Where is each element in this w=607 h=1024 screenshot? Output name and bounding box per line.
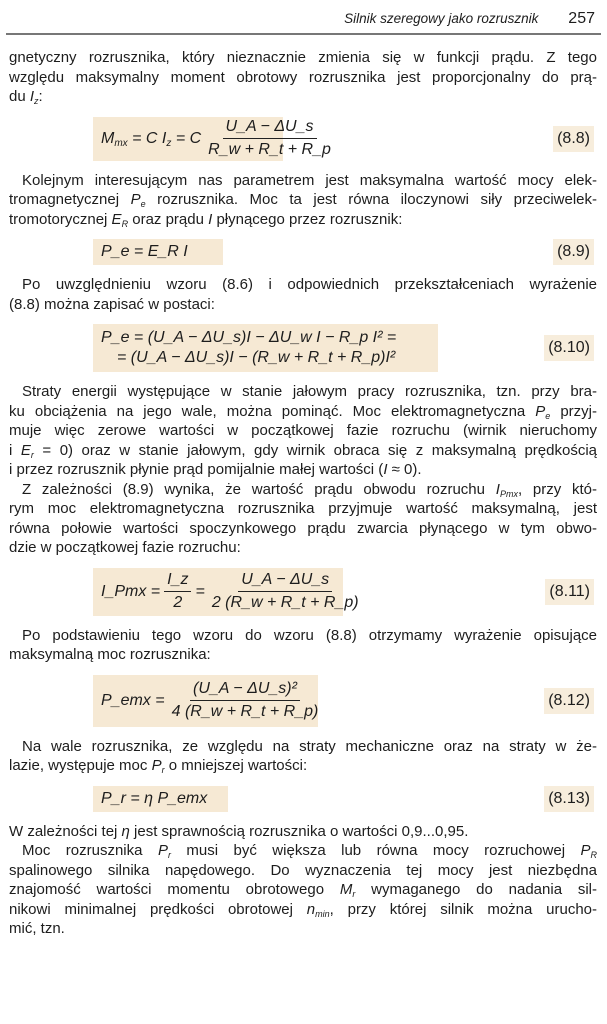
equation-number: (8.12) (544, 688, 594, 714)
inline-variable: $P_e$ (535, 402, 551, 421)
paragraph (9, 822, 597, 842)
text-line: dzie w początkowej fazie rozruchu: (9, 539, 241, 556)
text-line: ku obciążenia na jego wale, można pominąć. Moc elektromagnetyczna $P_e$ przyj- (9, 402, 597, 421)
numerator: U_A − ΔU_s (223, 117, 317, 139)
inline-variable: $E_r$ (20, 441, 34, 460)
text-line: względu maksymalny moment obrotowy rozrusznika jest proporcjonalny do prą- (9, 68, 597, 86)
equation-8-9 (9, 239, 597, 265)
equation-line-1: P_e = (U_A − ΔU_s)I − ΔU_w I − R_p I² = (101, 329, 397, 346)
denominator: 2 (R_w + R_t + R_p) (211, 594, 359, 611)
inline-variable: η (121, 822, 130, 840)
numerator: U_A − ΔU_s (238, 570, 332, 592)
inline-variable: $E_R$ (111, 210, 129, 229)
paragraph (9, 48, 597, 107)
eq-lhs: $M_{mx} = C$ $I_z = C$ (101, 129, 202, 149)
equation-text: P_e = E_R I (101, 243, 188, 260)
header-rule (6, 33, 601, 35)
inline-variable: $n_{min}$ (306, 900, 330, 919)
equation-line-2: = (U_A − ΔU_s)I − (R_w + R_t + R_p)I² (117, 349, 396, 366)
text-line: i $E_r = 0$) oraz w stanie jałowym, gdy wirnik obraca się z maksymalną prędkością (9, 441, 597, 460)
text-line: gnetyczny rozrusznika, który nieznacznie zmienia się w funkcji prądu. Z tego (9, 49, 597, 66)
text-line: lazie, występuje moc $P_r$ o mniejszej wartości: (9, 757, 308, 775)
equation-body (101, 786, 207, 812)
inline-variable: $P_R$ (580, 842, 597, 860)
eq-lhs: P_emx = (101, 691, 165, 709)
paragraph (9, 480, 597, 558)
equation-body (101, 117, 338, 161)
text-line: tromotorycznej $E_R$ oraz prądu I płynącego przez rozrusznik: (9, 210, 403, 229)
fraction (164, 570, 191, 613)
text-line: Kolejnym interesującym nas parametrem jest maksymalna wartość mocy elek- (22, 171, 597, 189)
equation-body (101, 324, 396, 372)
text-line: Z zależności (8.9) wynika, że wartość prądu obwodu rozruchu $I_{Pmx}$, przy któ- (22, 480, 597, 499)
equation-body (101, 675, 325, 727)
equation-8-8 (9, 117, 597, 161)
inline-variable: I (208, 210, 213, 228)
text-line: Moc rozrusznika $P_r$ musi być większa lub równa mocy rozruchowej $P_R$ (22, 842, 597, 860)
chapter-title: Silnik szeregowy jako rozrusznik (344, 11, 539, 26)
equation-number: (8.11) (545, 579, 594, 605)
paragraph (9, 626, 597, 665)
equation-body (101, 568, 366, 616)
page-number: 257 (568, 10, 595, 27)
text-line: (8.8) można zapisać w postaci: (9, 295, 215, 313)
text-line: Na wale rozrusznika, ze względu na straty mechaniczne oraz na straty w że- (22, 737, 597, 755)
paragraph (9, 737, 597, 776)
fraction (205, 117, 334, 160)
inline-variable: $I_{Pmx}$ (495, 480, 518, 499)
fraction (169, 679, 322, 722)
text-line: spalinowego silnika napędowego. Do wyznaczenia tej mocy jest niezbędna (9, 861, 597, 879)
inline-variable: I (383, 461, 388, 478)
paragraph (9, 171, 597, 230)
equals-sign: = (195, 582, 205, 600)
equation-number: (8.10) (544, 335, 594, 361)
running-header (344, 8, 595, 29)
paragraph (9, 275, 597, 314)
inline-variable: $P_e$ (130, 191, 146, 209)
text-line: mić, tzn. (9, 920, 65, 937)
paragraph (9, 841, 597, 939)
equation-number: (8.8) (553, 126, 594, 152)
eq-lhs: I_Pmx = (101, 582, 161, 600)
text-line: rym moc elektromagnetyczna rozrusznika przyjmuje wartość maksymalną, jest (9, 500, 597, 517)
inline-variable: $P_r$ (151, 757, 165, 775)
numerator: I_z (164, 570, 191, 592)
page-body (9, 48, 597, 939)
fraction (209, 570, 362, 613)
text-line: Po uwzględnieniu wzoru (8.6) i odpowiednich przekształceniach wyrażenie (22, 276, 597, 293)
equation-number: (8.13) (544, 786, 594, 812)
numerator: (U_A − ΔU_s)² (190, 679, 300, 701)
denominator: 2 (173, 594, 183, 611)
text-line: i przez rozrusznik płynie prąd pomijalnie małej wartości (I ≈ 0). (9, 461, 422, 478)
text-line: maksymalną moc rozrusznika: (9, 646, 211, 663)
inline-variable: $M_r$ (339, 881, 356, 899)
inline-variable: $I_z$ (29, 88, 39, 106)
inline-variable: $P_r$ (157, 842, 171, 860)
equation-8-10 (9, 324, 597, 372)
equation-8-13 (9, 786, 597, 812)
text-line: nikowi minimalnej prędkości obrotowej $n_{min}$, przy której silnik można urucho- (9, 900, 598, 919)
denominator: 4 (R_w + R_t + R_p) (171, 703, 319, 720)
text-line: Po podstawieniu tego wzoru do wzoru (8.8) otrzymamy wyrażenie opisujące (22, 626, 597, 644)
text-line: du $I_z$: (9, 88, 43, 106)
text-line: równa połowie wartości spoczynkowego prądu zwarcia płynącego w tym obwo- (9, 519, 597, 537)
equation-8-12 (9, 675, 597, 727)
text-line: tromagnetycznej $P_e$ rozrusznika. Moc ta jest równa iloczynowi siły przeciwelek- (9, 191, 597, 209)
text-line: Straty energii występujące w stanie jałowym pracy rozrusznika, tzn. przy bra- (22, 383, 597, 400)
equation-8-11 (9, 568, 597, 616)
text-line: muje więc zerowe wartości w początkowej fazie rozruchu (wirnik nieruchomy (9, 422, 597, 439)
equation-number: (8.9) (553, 239, 594, 265)
text-line: W zależności tej η jest sprawnością rozrusznika o wartości 0,9...0,95. (9, 822, 469, 840)
equation-text: P_r = η P_emx (101, 789, 208, 807)
paragraph (9, 382, 597, 480)
text-line: znajomość wartości momentu obrotowego $M_r$ wymaganego do nadania sil- (9, 881, 598, 899)
equation-body (101, 239, 188, 265)
denominator: R_w + R_t + R_p (208, 141, 331, 158)
